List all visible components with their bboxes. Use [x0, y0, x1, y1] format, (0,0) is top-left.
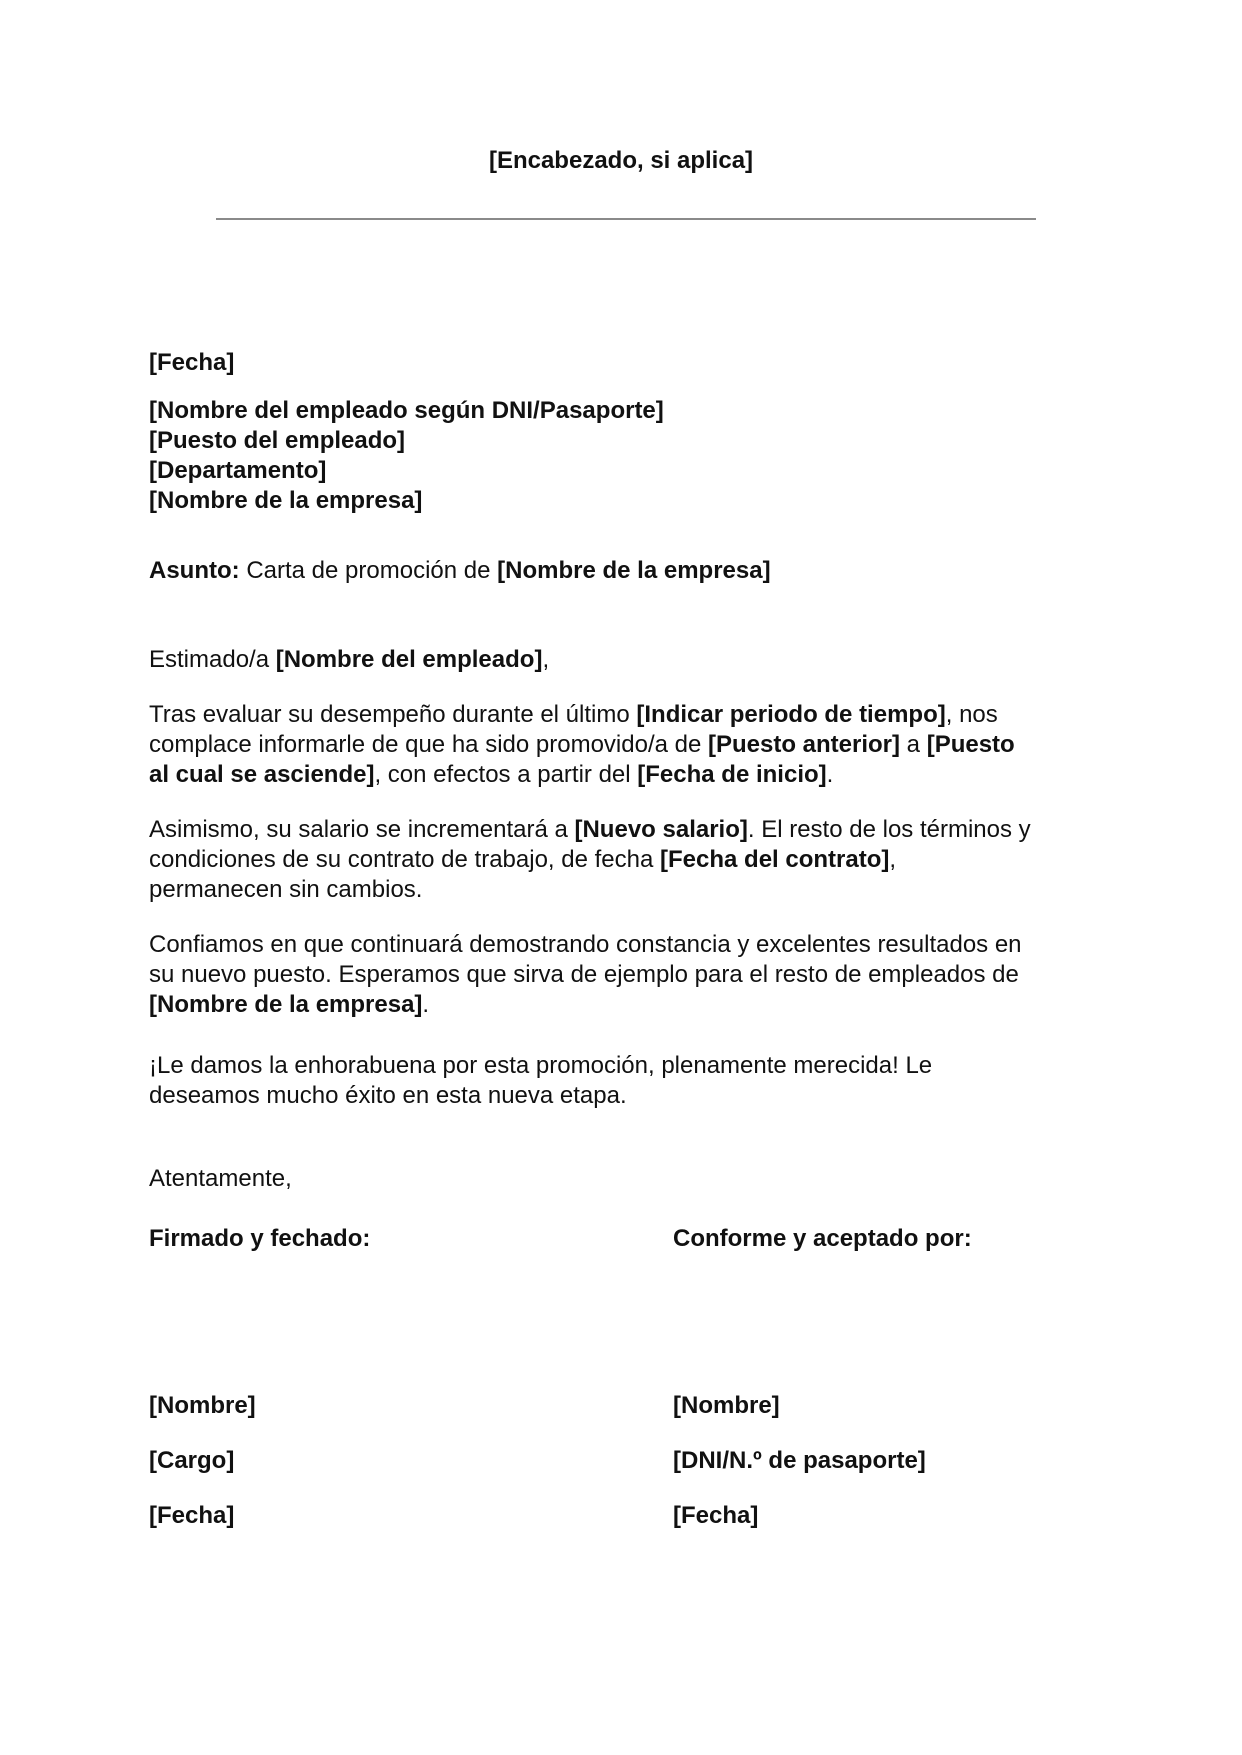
page-header-title: [Encabezado, si aplica] — [488, 147, 754, 174]
signature-left-role: [Cargo] — [149, 1447, 235, 1474]
text-run: . El resto de los términos y — [747, 816, 1031, 843]
greeting-end: , — [542, 646, 550, 673]
signature-right-id: [DNI/N.º de pasaporte] — [673, 1447, 926, 1474]
paragraph-line — [149, 700, 1049, 730]
paragraph-line — [149, 760, 1049, 790]
text-run: , con efectos a partir del — [374, 761, 638, 788]
signature-right-name: [Nombre] — [673, 1392, 780, 1419]
header-divider — [216, 218, 1036, 220]
subject-label: Asunto: — [149, 557, 240, 584]
paragraph-line — [149, 845, 1049, 875]
text-run: , nos — [945, 701, 998, 728]
placeholder-start-date: [Fecha de inicio] — [637, 761, 827, 788]
paragraph-line: Confiamos en que continuará demostrando constancia y excelentes resultados en — [149, 931, 1022, 958]
recipient-company: [Nombre de la empresa] — [149, 487, 423, 514]
subject-line — [149, 556, 1049, 586]
signature-left-date: [Fecha] — [149, 1502, 235, 1529]
signature-right-date: [Fecha] — [673, 1502, 759, 1529]
paragraph-line: ¡Le damos la enhorabuena por esta promoción, plenamente merecida! Le — [149, 1052, 933, 1079]
text-run: , — [889, 846, 897, 873]
text-run: Asimismo, su salario se incrementará a — [149, 816, 575, 843]
placeholder-new-salary: [Nuevo salario] — [574, 816, 748, 843]
text-run: complace informarle de que ha sido promovido/a de — [149, 731, 708, 758]
paragraph-congratulations — [149, 1051, 1049, 1111]
paragraph-line — [149, 990, 1049, 1020]
paragraph-salary — [149, 815, 1049, 905]
placeholder-company: [Nombre de la empresa] — [149, 991, 423, 1018]
paragraph-line: permanecen sin cambios. — [149, 876, 423, 903]
placeholder-previous-position: [Puesto anterior] — [707, 731, 901, 758]
greeting — [149, 645, 1049, 675]
paragraph-promotion — [149, 700, 1049, 790]
subject-text: Carta de promoción de — [239, 557, 498, 584]
paragraph-line: su nuevo puesto. Esperamos que sirva de ejemplo para el resto de empleados de — [149, 961, 1019, 988]
signature-left-heading: Firmado y fechado: — [149, 1225, 371, 1252]
paragraph-confidence — [149, 930, 1049, 1020]
paragraph-line — [149, 730, 1049, 760]
greeting-text: Estimado/a — [149, 646, 276, 673]
recipient-block — [149, 396, 1049, 516]
placeholder-period: [Indicar periodo de tiempo] — [636, 701, 946, 728]
placeholder-contract-date: [Fecha del contrato] — [660, 846, 890, 873]
paragraph-line — [149, 815, 1049, 845]
placeholder-new-position: [Puesto — [926, 731, 1015, 758]
date-line: [Fecha] — [149, 349, 235, 376]
recipient-position: [Puesto del empleado] — [149, 427, 406, 454]
recipient-name: [Nombre del empleado según DNI/Pasaporte] — [149, 397, 664, 424]
placeholder-new-position-cont: al cual se asciende] — [149, 761, 375, 788]
text-run: Tras evaluar su desempeño durante el último — [149, 701, 637, 728]
text-run: . — [422, 991, 430, 1018]
text-run: a — [900, 731, 927, 758]
subject-company: [Nombre de la empresa] — [497, 557, 771, 584]
text-run: . — [826, 761, 834, 788]
greeting-name: [Nombre del empleado] — [275, 646, 543, 673]
signature-right-heading: Conforme y aceptado por: — [673, 1225, 972, 1252]
paragraph-line: deseamos mucho éxito en esta nueva etapa. — [149, 1082, 627, 1109]
recipient-department: [Departamento] — [149, 457, 327, 484]
text-run: condiciones de su contrato de trabajo, de fecha — [149, 846, 661, 873]
closing: Atentamente, — [149, 1165, 292, 1192]
signature-left-name: [Nombre] — [149, 1392, 256, 1419]
